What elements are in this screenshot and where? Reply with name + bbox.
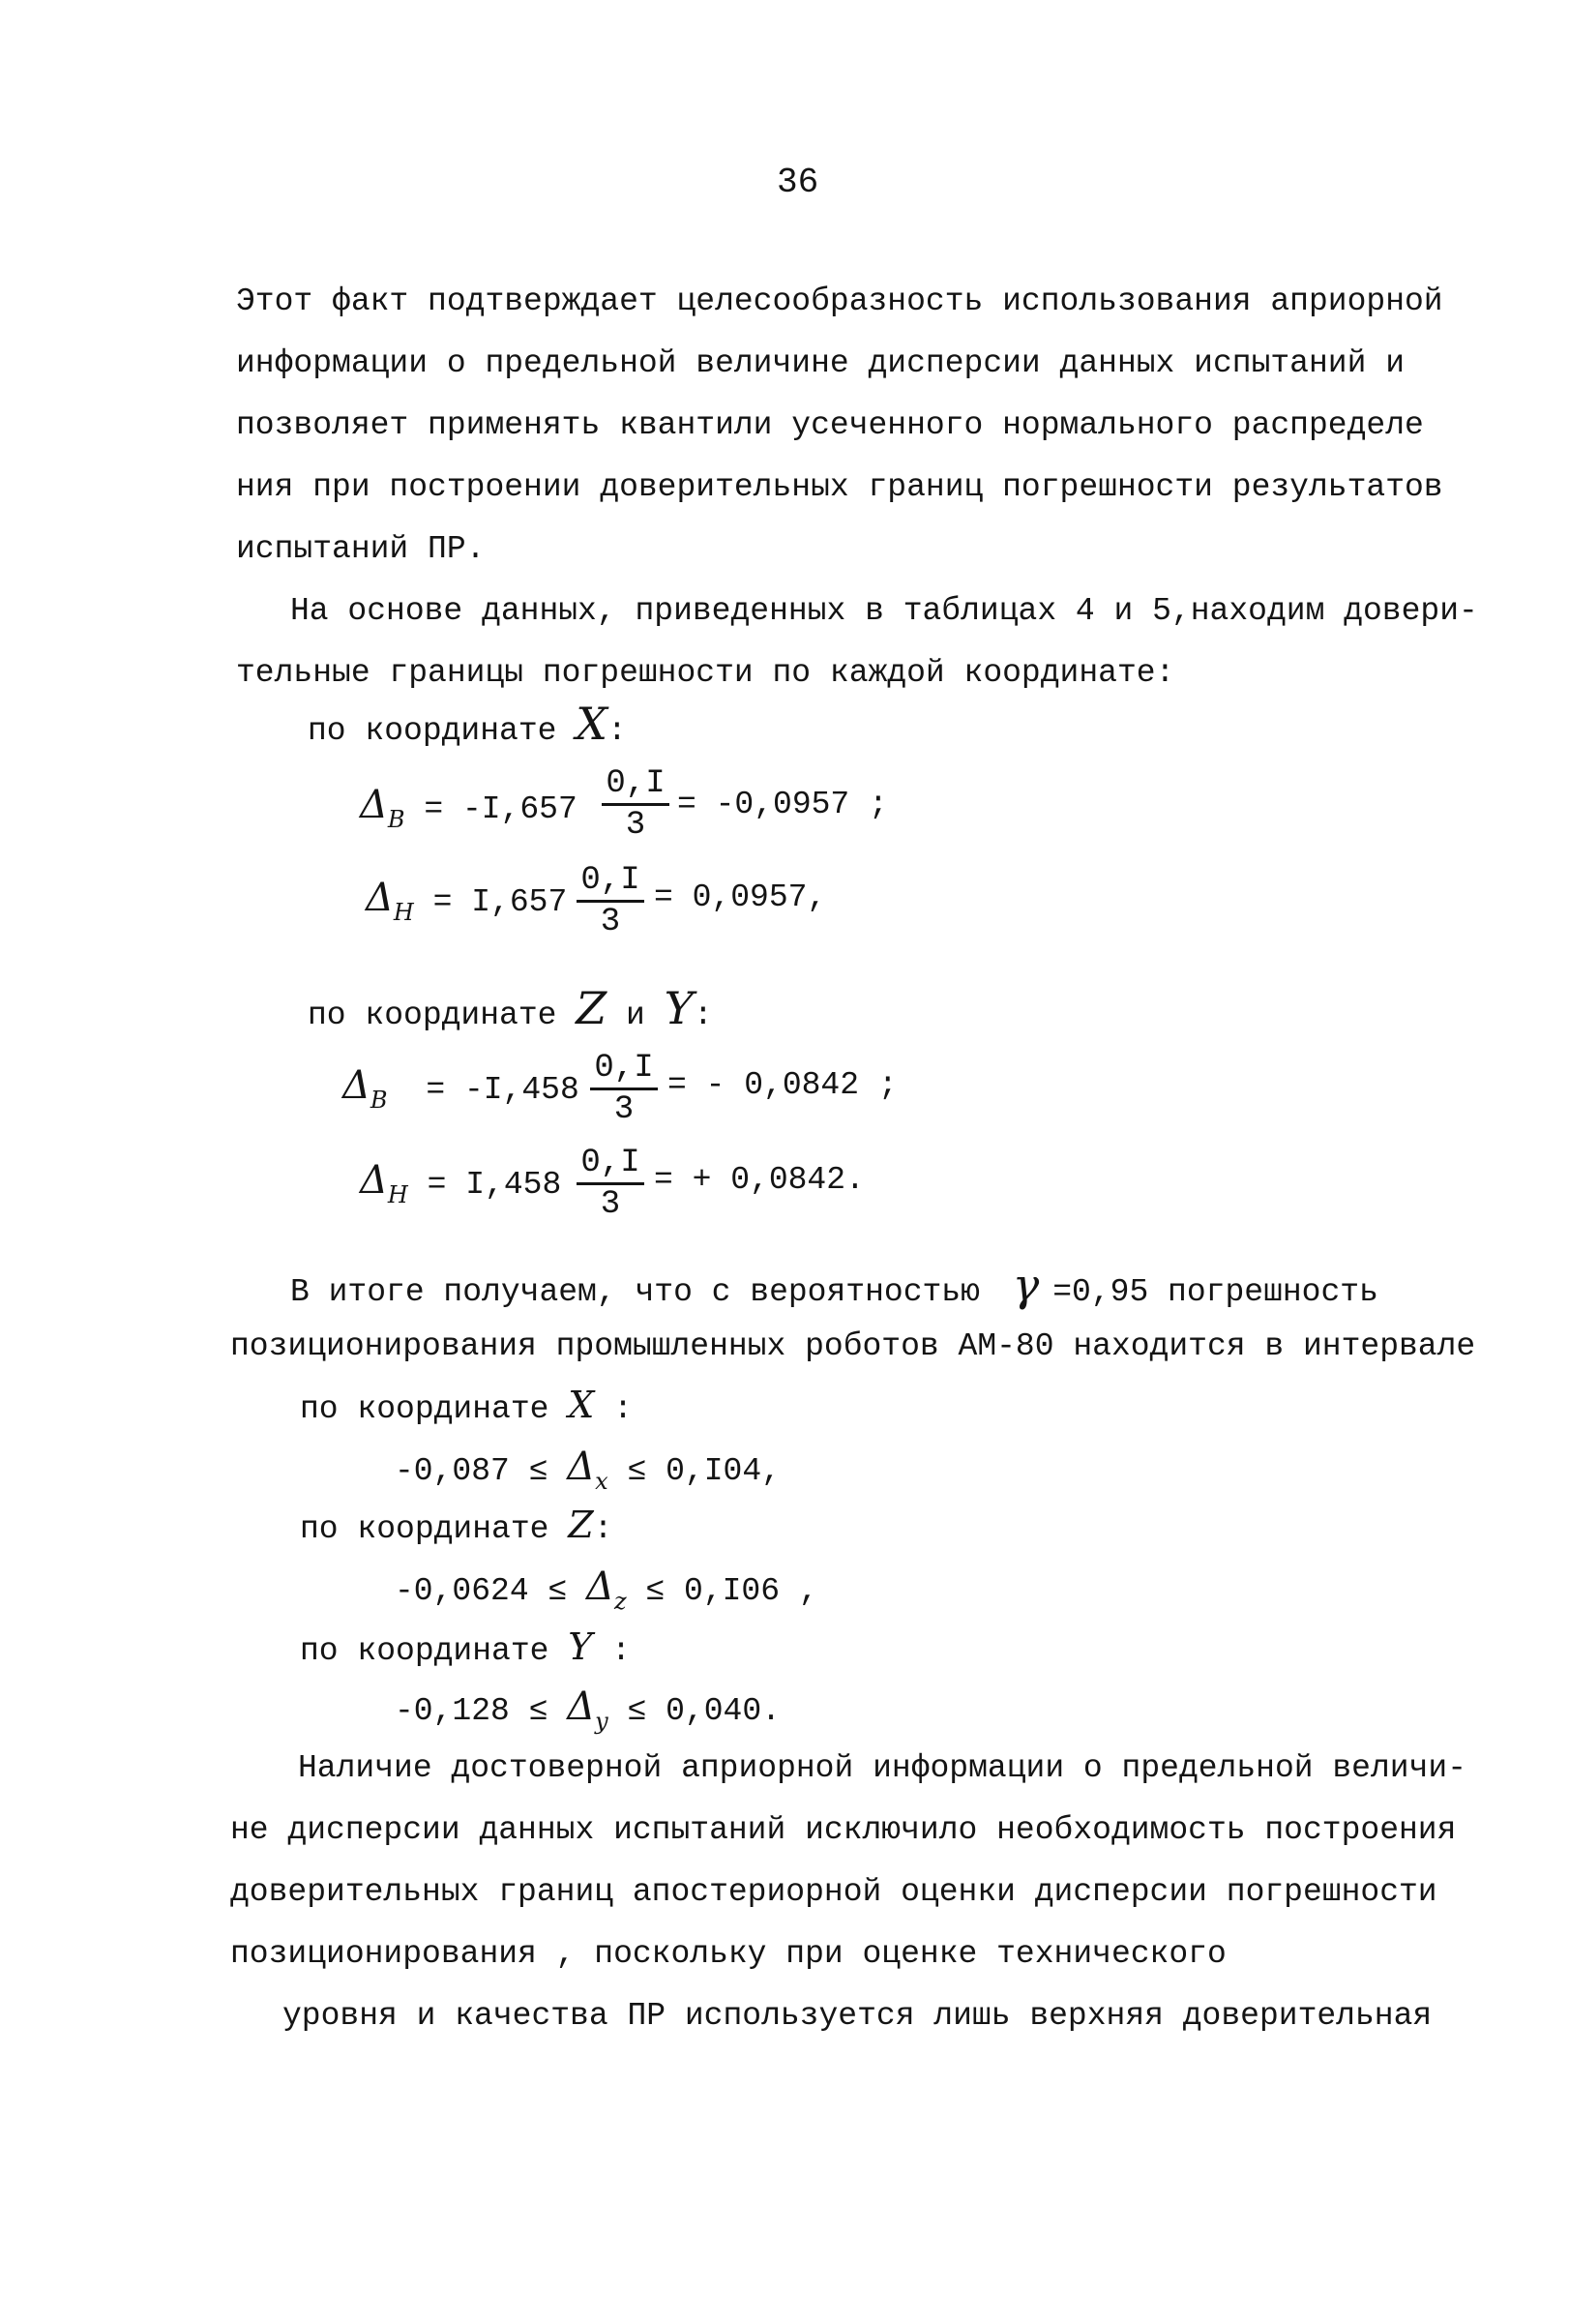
coord-zy-label: по координате: [308, 998, 557, 1033]
delta-symbol: Δ: [567, 1445, 596, 1489]
page-number: 36: [777, 163, 819, 202]
fraction-numerator: 0,I: [577, 1144, 644, 1185]
fraction-denominator: 3: [600, 1186, 621, 1223]
coord-x-colon: :: [607, 713, 627, 749]
coord-zy-colon: :: [694, 998, 713, 1033]
delta-symbol: Δ: [586, 1564, 614, 1609]
coord-y-variable: Y: [664, 982, 695, 1034]
coord-and: и: [626, 998, 645, 1033]
paragraph-2-line-1: На основе данных, приведенных в таблицах 4 и 5,находим довери-: [290, 593, 1478, 629]
interval-x-label: по координате: [300, 1391, 549, 1427]
inequality-x-upper: ≤ 0,I04,: [627, 1453, 781, 1489]
inequality-x-lower: -0,087 ≤: [395, 1453, 548, 1489]
delta-subscript: B: [370, 1087, 388, 1114]
paragraph-1-line-4: ния при построении доверительных границ погрешности результатов: [236, 469, 1443, 505]
equation-3-fraction: [590, 1049, 658, 1129]
equation-4-fraction: [577, 1144, 644, 1224]
inequality-z-lower: -0,0624 ≤: [395, 1573, 568, 1609]
equation-2-left: [366, 876, 568, 932]
paragraph-3-line-2: позиционирования промышленных роботов АМ-80 находится в интервале: [230, 1328, 1476, 1364]
delta-subscript: x: [595, 1468, 608, 1495]
coord-x-variable: X: [576, 698, 608, 750]
paragraph-1-line-5: испытаний ПР.: [236, 531, 486, 567]
delta-subscript: z: [613, 1588, 627, 1615]
interval-z-variable: Z: [568, 1504, 594, 1546]
inequality-z-upper: ≤ 0,I06 ,: [645, 1573, 818, 1609]
fraction-numerator: 0,I: [602, 764, 669, 806]
delta-symbol: Δ: [567, 1684, 596, 1729]
equation-1-result: = -0,0957 ;: [677, 787, 888, 822]
delta-subscript: B: [387, 806, 405, 833]
equation-3-coefficient: = -I,458: [426, 1072, 579, 1108]
paragraph-3-line-1-end: =0,95 погрешность: [1052, 1274, 1378, 1310]
delta-subscript: H: [387, 1181, 408, 1208]
gamma-symbol: γ: [1012, 1259, 1040, 1311]
paragraph-4-line-1: Наличие достоверной априорной информации о предельной величи-: [298, 1750, 1466, 1786]
equation-2-fraction: [577, 861, 644, 941]
interval-z-label: по координате: [300, 1511, 549, 1547]
inequality-y-upper: ≤ 0,040.: [627, 1693, 781, 1729]
paragraph-4-line-4: позиционирования , поскольку при оценке технического: [230, 1936, 1227, 1972]
inequality-y: [395, 1684, 781, 1741]
paragraph-4-line-3: доверительных границ апостериорной оценки дисперсии погрешности: [230, 1874, 1437, 1910]
inequality-z: [395, 1564, 818, 1621]
paragraph-4-line-2: не дисперсии данных испытаний исключило необходимость построения: [230, 1812, 1457, 1848]
fraction-denominator: 3: [625, 807, 646, 844]
coord-x-heading: [308, 698, 627, 751]
delta-symbol: Δ: [360, 783, 388, 827]
fraction-denominator: 3: [613, 1091, 635, 1128]
inequality-y-lower: -0,128 ≤: [395, 1693, 548, 1729]
interval-y-label: по координате: [300, 1633, 549, 1669]
delta-symbol: Δ: [342, 1063, 370, 1108]
equation-4-left: [360, 1158, 562, 1214]
equation-3-result: = - 0,0842 ;: [667, 1067, 898, 1103]
inequality-x: [395, 1447, 781, 1501]
paragraph-3-line-1: [290, 1259, 1378, 1312]
fraction-numerator: 0,I: [577, 861, 644, 903]
interval-z-heading: [300, 1505, 612, 1549]
interval-x-heading: [300, 1385, 633, 1429]
coord-zy-heading: [308, 982, 713, 1035]
coord-x-label: по координате: [308, 713, 557, 749]
coord-z-variable: Z: [576, 982, 607, 1034]
interval-y-variable: Y: [568, 1625, 593, 1668]
interval-y-colon: :: [611, 1633, 631, 1669]
interval-z-colon: :: [593, 1511, 613, 1547]
paragraph-4-line-5: уровня и качества ПР используется лишь верхняя доверительная: [282, 1998, 1433, 2034]
delta-symbol: Δ: [366, 876, 394, 920]
paragraph-1-line-3: позволяет применять квантили усеченного нормального распределе: [236, 407, 1424, 443]
equation-4-coefficient: = I,458: [427, 1167, 562, 1203]
paragraph-1-line-2: информации о предельной величине дисперсии данных испытаний и: [236, 345, 1405, 381]
delta-symbol: Δ: [360, 1158, 388, 1203]
equation-2-result: = 0,0957,: [654, 879, 827, 915]
equation-2-coefficient: = I,657: [432, 884, 568, 920]
equation-1-fraction: [602, 764, 669, 845]
interval-x-variable: X: [568, 1384, 595, 1426]
paragraph-2-line-2: тельные границы погрешности по каждой координате:: [236, 655, 1175, 691]
paragraph-3-line-1-start: В итоге получаем, что с вероятностью: [290, 1274, 980, 1310]
delta-subscript: y: [595, 1708, 608, 1735]
equation-4-result: = + 0,0842.: [654, 1162, 865, 1198]
equation-1-coefficient: = -I,657: [424, 791, 577, 827]
delta-subscript: H: [393, 899, 414, 926]
interval-y-heading: [300, 1627, 631, 1671]
equation-3-left: [342, 1063, 579, 1119]
paragraph-1-line-1: Этот факт подтверждает целесообразность использования априорной: [236, 283, 1443, 319]
interval-x-colon: :: [613, 1391, 633, 1427]
fraction-denominator: 3: [600, 904, 621, 940]
fraction-numerator: 0,I: [590, 1049, 658, 1090]
equation-1-left: [360, 783, 577, 839]
